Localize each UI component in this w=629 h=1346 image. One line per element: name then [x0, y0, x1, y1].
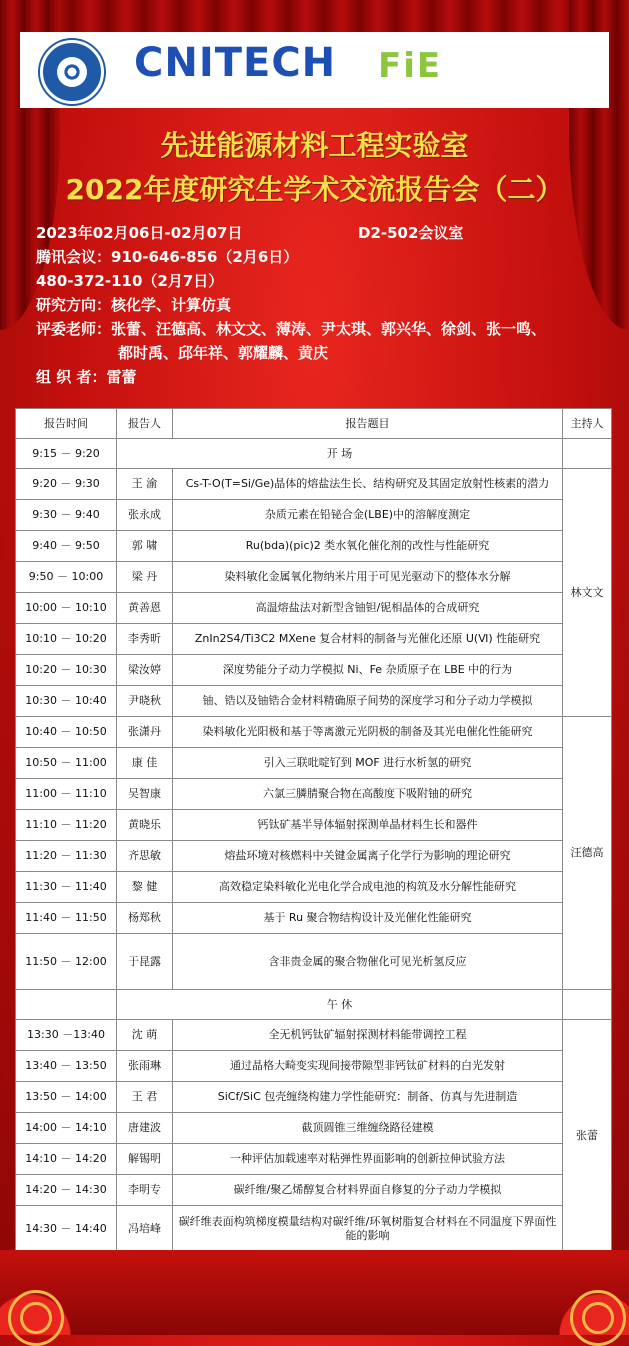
flower-icon — [57, 57, 87, 87]
table-row — [16, 717, 612, 748]
row-time: 13:40 － 13:50 — [16, 1051, 117, 1082]
lab-title: 先进能源材料工程实验室 — [160, 129, 469, 162]
row-time: 10:30 － 10:40 — [16, 686, 117, 717]
table-row — [16, 531, 612, 562]
row-speaker: 张雨琳 — [117, 1051, 173, 1082]
table-row — [16, 841, 612, 872]
host-wang: 汪德高 — [563, 717, 612, 990]
row-topic: 含非贵金属的聚合物催化可见光析氢反应 — [173, 934, 563, 990]
row-speaker: 于昆露 — [117, 934, 173, 990]
row-speaker: 梁 丹 — [117, 562, 173, 593]
row-speaker: 冯培峰 — [117, 1206, 173, 1252]
row-speaker: 杨郑秋 — [117, 903, 173, 934]
row-topic: 全无机钙钛矿辐射探测材料能带调控工程 — [173, 1020, 563, 1051]
row-time: 11:30 － 11:40 — [16, 872, 117, 903]
row-topic: 碳纤维/聚乙烯醇复合材料界面自修复的分子动力学模拟 — [173, 1175, 563, 1206]
row-time: 9:50 － 10:00 — [16, 562, 117, 593]
row-topic: 一种评估加载速率对粘弹性界面影响的创新拉伸试验方法 — [173, 1144, 563, 1175]
table-row — [16, 562, 612, 593]
row-topic: Cs-T-O(T=Si/Ge)晶体的熔盐法生长、结构研究及其固定放射性核素的潜力 — [173, 469, 563, 500]
row-time: 14:00 － 14:10 — [16, 1113, 117, 1144]
row-speaker: 王 渝 — [117, 469, 173, 500]
curtain-top — [0, 0, 629, 36]
row-topic: 六氯三膦腈聚合物在高酸度下吸附铀的研究 — [173, 779, 563, 810]
row-time: 10:50 － 11:00 — [16, 748, 117, 779]
table-row — [16, 779, 612, 810]
row-topic: 染料敏化光阳极和基于等离激元光阴极的制备及其光电催化性能研究 — [173, 717, 563, 748]
row-time: 14:20 － 14:30 — [16, 1175, 117, 1206]
table-row — [16, 655, 612, 686]
row-topic: 铀、锆以及铀锆合金材料精确原子间势的深度学习和分子动力学模拟 — [173, 686, 563, 717]
row-time: 11:50 － 12:00 — [16, 934, 117, 990]
lunch-row — [16, 990, 612, 1020]
row-time: 10:40 － 10:50 — [16, 717, 117, 748]
row-speaker: 尹晓秋 — [117, 686, 173, 717]
table-row — [16, 1113, 612, 1144]
tencent-meeting-1: 腾讯会议：910-646-856（2月6日） — [36, 248, 299, 266]
row-speaker: 王 君 — [117, 1082, 173, 1113]
row-topic: 碳纤维表面构筑梯度模量结构对碳纤维/环氧树脂复合材料在不同温度下界面性能的影响 — [173, 1206, 563, 1252]
host-lin: 林文文 — [563, 469, 612, 717]
event-title: 2022年度研究生学术交流报告会（二） — [65, 173, 564, 206]
lunch-label: 午 休 — [117, 990, 563, 1020]
row-topic: 高温熔盐法对新型含铀钽/铌相晶体的合成研究 — [173, 593, 563, 624]
row-topic: 高效稳定染料敏化光电化学合成电池的构筑及水分解性能研究 — [173, 872, 563, 903]
host-zhang: 张蕾 — [563, 1020, 612, 1252]
event-date: 2023年02月06日-02月07日 — [36, 224, 243, 242]
judges-line-1: 评委老师：张蕾、汪德高、林文文、薄涛、尹太琪、郭兴华、徐剑、张一鸣、 — [36, 320, 547, 338]
table-row — [16, 500, 612, 531]
opening-time: 9:15 － 9:20 — [16, 439, 117, 469]
row-topic: Ru(bda)(pic)2 类水氧化催化剂的改性与性能研究 — [173, 531, 563, 562]
table-header-row — [16, 409, 612, 439]
row-speaker: 黄晓乐 — [117, 810, 173, 841]
row-topic: 基于 Ru 聚合物结构设计及光催化性能研究 — [173, 903, 563, 934]
header-speaker: 报告人 — [117, 409, 173, 439]
row-time: 13:30 －13:40 — [16, 1020, 117, 1051]
row-time: 14:10 － 14:20 — [16, 1144, 117, 1175]
table-row — [16, 469, 612, 500]
header-time: 报告时间 — [16, 409, 117, 439]
fie-logo: FiE — [378, 46, 443, 86]
row-speaker: 沈 萌 — [117, 1020, 173, 1051]
table-row — [16, 1175, 612, 1206]
table-row — [16, 903, 612, 934]
row-topic: 通过晶格大畸变实现间接带隙型非钙钛矿材料的白光发射 — [173, 1051, 563, 1082]
row-speaker: 张永成 — [117, 500, 173, 531]
row-speaker: 解锡明 — [117, 1144, 173, 1175]
header-host: 主持人 — [563, 409, 612, 439]
table-row — [16, 593, 612, 624]
table-row — [16, 1206, 612, 1252]
institute-seal-logo — [40, 40, 104, 104]
schedule-table — [15, 408, 612, 1252]
row-speaker: 唐建波 — [117, 1113, 173, 1144]
row-time: 9:40 － 9:50 — [16, 531, 117, 562]
table-row — [16, 810, 612, 841]
row-topic: 杂质元素在铅铋合金(LBE)中的溶解度测定 — [173, 500, 563, 531]
cloud-pattern-icon — [582, 1302, 614, 1334]
row-speaker: 黎 健 — [117, 872, 173, 903]
judges-line-2: 都时禹、邱年祥、郭耀麟、黄庆 — [118, 344, 329, 362]
cnitech-logo: CNITECH — [134, 40, 337, 86]
row-topic: 染料敏化金属氧化物纳米片用于可见光驱动下的整体水分解 — [173, 562, 563, 593]
row-time: 11:00 － 11:10 — [16, 779, 117, 810]
row-speaker: 吴智康 — [117, 779, 173, 810]
row-time: 11:20 － 11:30 — [16, 841, 117, 872]
row-time: 11:10 － 11:20 — [16, 810, 117, 841]
row-speaker: 康 佳 — [117, 748, 173, 779]
row-speaker: 黄善恩 — [117, 593, 173, 624]
row-topic: 钙钛矿基半导体辐射探测单晶材料生长和器件 — [173, 810, 563, 841]
row-topic: 深度势能分子动力学模拟 Ni、Fe 杂质原子在 LBE 中的行为 — [173, 655, 563, 686]
table-row — [16, 872, 612, 903]
row-speaker: 郭 啸 — [117, 531, 173, 562]
header-topic: 报告题目 — [173, 409, 563, 439]
opening-label: 开 场 — [117, 439, 563, 469]
row-topic: SiCf/SiC 包壳缠绕构建力学性能研究：制备、仿真与先进制造 — [173, 1082, 563, 1113]
lunch-time-empty — [16, 990, 117, 1020]
row-speaker: 张潇丹 — [117, 717, 173, 748]
row-topic: ZnIn2S4/Ti3C2 MXene 复合材料的制备与光催化还原 U(Ⅵ) 性能研究 — [173, 624, 563, 655]
host-cell-empty — [563, 990, 612, 1020]
table-row — [16, 934, 612, 990]
host-cell-empty — [563, 439, 612, 469]
table-row — [16, 748, 612, 779]
row-speaker: 梁汝婷 — [117, 655, 173, 686]
row-time: 9:20 － 9:30 — [16, 469, 117, 500]
footer-clouds — [0, 1250, 629, 1335]
table-row — [16, 624, 612, 655]
table-row — [16, 1051, 612, 1082]
row-time: 9:30 － 9:40 — [16, 500, 117, 531]
table-row — [16, 1082, 612, 1113]
row-time: 10:00 － 10:10 — [16, 593, 117, 624]
organizer: 组 织 者：雷蕾 — [36, 368, 137, 386]
table-row — [16, 1020, 612, 1051]
row-topic: 引入三联吡啶钌到 MOF 进行水析氢的研究 — [173, 748, 563, 779]
row-time: 11:40 － 11:50 — [16, 903, 117, 934]
event-room: D2-502会议室 — [358, 224, 464, 242]
table-row — [16, 686, 612, 717]
cloud-pattern-icon — [20, 1302, 52, 1334]
row-speaker: 李秀昕 — [117, 624, 173, 655]
row-speaker: 李明专 — [117, 1175, 173, 1206]
row-time: 10:20 － 10:30 — [16, 655, 117, 686]
opening-row — [16, 439, 612, 469]
row-speaker: 齐思敏 — [117, 841, 173, 872]
row-topic: 熔盐环境对核燃料中关键金属离子化学行为影响的理论研究 — [173, 841, 563, 872]
table-row — [16, 1144, 612, 1175]
row-time: 10:10 － 10:20 — [16, 624, 117, 655]
row-topic: 截顶圆锥三维缠绕路径建模 — [173, 1113, 563, 1144]
research-direction: 研究方向：核化学、计算仿真 — [36, 296, 232, 314]
row-time: 14:30 － 14:40 — [16, 1206, 117, 1252]
row-time: 13:50 － 14:00 — [16, 1082, 117, 1113]
tencent-meeting-2: 480-372-110（2月7日） — [36, 272, 224, 290]
